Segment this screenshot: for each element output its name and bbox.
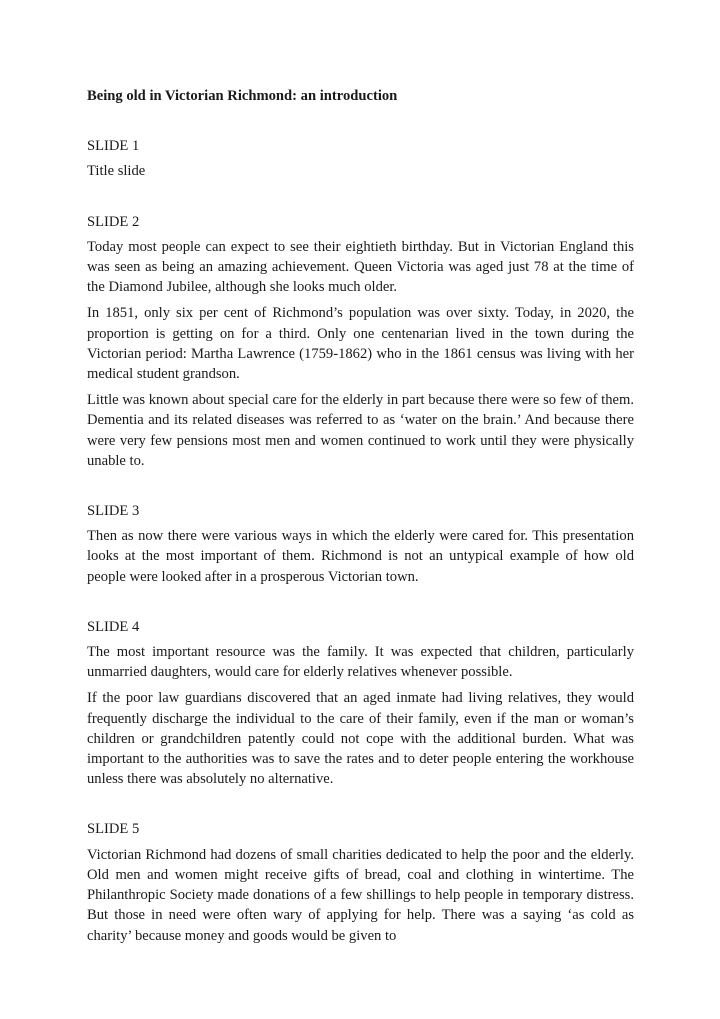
document-page xyxy=(87,86,634,976)
paragraph: Today most people can expect to see their eightieth birthday. But in Victorian England this was seen as being an amazing achievement. Queen Victoria was aged just 78 at the time of the Diamond Jubilee, although she looks much older. xyxy=(87,238,634,296)
paragraph: Victorian Richmond had dozens of small charities dedicated to help the poor and the elderly. Old men and women might receive gifts of bread, coal and clothing in wintertime. The Philanthropic Society made donations of a few shillings to help people in temporary distress. But those in need were often wary of applying for help. There was a saying ‘as cold as charity’ because money and goods would be given to xyxy=(87,846,634,944)
paragraph: Then as now there were various ways in which the elderly were cared for. This presentation looks at the most important of them. Richmond is not an untypical example of how old people were looked after in a prosperous Victorian town. xyxy=(87,528,634,585)
slide-heading: SLIDE 3 xyxy=(87,503,140,520)
slide-heading: SLIDE 2 xyxy=(87,213,140,230)
slide-heading: SLIDE 1 xyxy=(87,138,140,155)
document-title: Being old in Victorian Richmond: an introduction xyxy=(87,88,398,104)
paragraph: If the poor law guardians discovered that an aged inmate had living relatives, they would frequently discharge the individual to the care of their family, even if the man or woman’s children or grandchildren patently could not cope with the additional burden. What was important to the authorities was to save the rates and to deter people entering the workhouse unless there was absolutely no alternative. xyxy=(87,690,634,788)
slide-heading: SLIDE 5 xyxy=(87,821,140,838)
slide-5-section xyxy=(87,819,634,945)
slide-1-section xyxy=(87,136,634,181)
slide-3-section xyxy=(87,501,634,587)
paragraph: Title slide xyxy=(87,163,146,180)
paragraph: Little was known about special care for the elderly in part because there were so few of them. Dementia and its related diseases was referred to as ‘water on the brain.’ And because there were very few pensions most men and women continued to work until they were physically unable to. xyxy=(87,392,634,469)
slide-2-section xyxy=(87,212,634,471)
paragraph: In 1851, only six per cent of Richmond’s population was over sixty. Today, in 2020, the proportion is getting on for a third. Only one centenarian lived in the town during the Victorian period: Martha Lawrence (1759-1862) who in the 1861 census was living with her medical student grandson. xyxy=(87,305,634,383)
slide-4-section xyxy=(87,617,634,790)
paragraph: The most important resource was the family. It was expected that children, particularly unmarried daughters, would care for elderly relatives whenever possible. xyxy=(87,644,634,681)
slide-heading: SLIDE 4 xyxy=(87,618,140,635)
